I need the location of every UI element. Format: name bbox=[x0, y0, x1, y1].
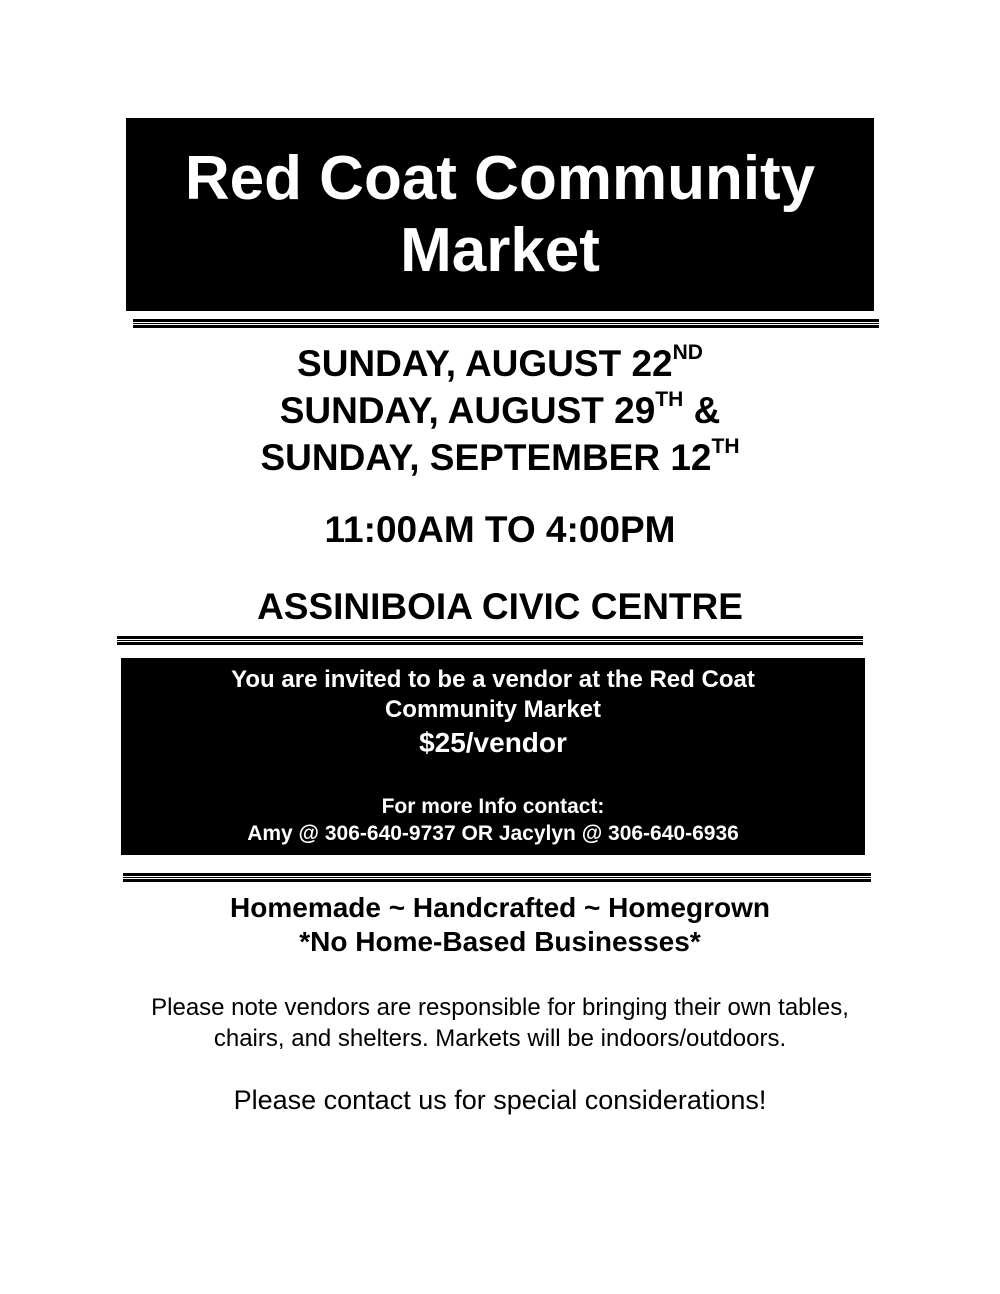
contact-details: Amy @ 306-640-9737 OR Jacylyn @ 306-640-6936 bbox=[247, 822, 739, 845]
market-dates bbox=[0, 340, 1000, 481]
title-line-1: Red Coat Community bbox=[184, 143, 816, 213]
title-banner bbox=[126, 118, 874, 311]
vendor-invite-line-2: Community Market bbox=[384, 696, 602, 723]
divider-bottom bbox=[123, 873, 871, 882]
vendor-price: $25/vendor bbox=[419, 727, 567, 758]
vendor-invitation-box bbox=[121, 658, 865, 855]
vendor-invite-line-1: You are invited to be a vendor at the Red Coat bbox=[231, 666, 755, 693]
date-line-1: SUNDAY, AUGUST 22ND bbox=[297, 340, 703, 384]
closing-message: Please contact us for special considerations! bbox=[233, 1085, 767, 1115]
market-venue: ASSINIBOIA CIVIC CENTRE bbox=[257, 586, 743, 627]
vendor-note-line-1: Please note vendors are responsible for bringing their own tables, bbox=[151, 994, 849, 1021]
vendor-note-line-2: chairs, and shelters. Markets will be indoors/outdoors. bbox=[213, 1025, 787, 1052]
divider-top bbox=[133, 319, 879, 328]
tagline-line-2: *No Home-Based Businesses* bbox=[299, 926, 701, 957]
date-line-2: SUNDAY, AUGUST 29TH & bbox=[279, 387, 721, 431]
date-line-3: SUNDAY, SEPTEMBER 12TH bbox=[260, 434, 740, 478]
contact-label: For more Info contact: bbox=[381, 795, 605, 818]
divider-middle bbox=[117, 636, 863, 645]
vendor-note bbox=[0, 992, 1000, 1054]
tagline-line-1: Homemade ~ Handcrafted ~ Homegrown bbox=[230, 892, 770, 923]
vendor-invite-text bbox=[121, 665, 865, 725]
title-line-2: Market bbox=[400, 215, 600, 285]
tagline bbox=[0, 891, 1000, 959]
market-hours: 11:00AM TO 4:00PM bbox=[324, 509, 676, 550]
